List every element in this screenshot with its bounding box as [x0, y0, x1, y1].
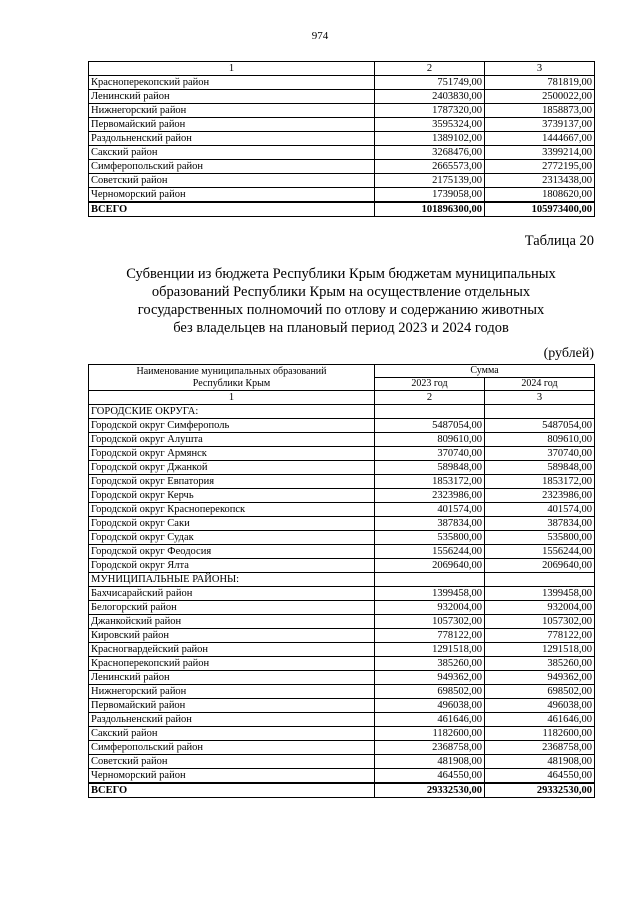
amount-cell: 1853172,00	[485, 475, 595, 489]
table-row	[89, 118, 595, 132]
total-row	[89, 202, 595, 217]
table-row	[89, 657, 595, 671]
table-row	[89, 447, 595, 461]
municipality-name: Симферопольский район	[89, 160, 375, 174]
section-row	[89, 573, 595, 587]
amount-cell: 1853172,00	[375, 475, 485, 489]
municipality-name: Городской округ Красноперекопск	[89, 503, 375, 517]
total-amount: 29332530,00	[485, 783, 595, 798]
title-line: государственных полномочий по отлову и содержанию животных	[137, 302, 545, 318]
total-amount: 105973400,00	[485, 202, 595, 217]
amount-cell: 809610,00	[485, 433, 595, 447]
table-label: Таблица 20	[524, 233, 594, 249]
amount-cell: 385260,00	[375, 657, 485, 671]
amount-cell: 1556244,00	[375, 545, 485, 559]
amount-cell: 464550,00	[375, 769, 485, 784]
amount-cell: 370740,00	[485, 447, 595, 461]
municipality-name: Городской округ Судак	[89, 531, 375, 545]
table-row	[89, 433, 595, 447]
amount-cell: 589848,00	[375, 461, 485, 475]
amount-cell: 809610,00	[375, 433, 485, 447]
municipality-name: Ленинский район	[89, 90, 375, 104]
title-line: Субвенции из бюджета Республики Крым бюджетам муниципальных	[126, 266, 556, 282]
table-row	[89, 699, 595, 713]
amount-cell: 461646,00	[375, 713, 485, 727]
municipality-name: Красногвардейский район	[89, 643, 375, 657]
table-continuation	[88, 61, 595, 217]
amount-cell: 496038,00	[375, 699, 485, 713]
table-row	[89, 615, 595, 629]
amount-cell: 1858873,00	[485, 104, 595, 118]
amount-cell: 698502,00	[375, 685, 485, 699]
municipality-name: Городской округ Саки	[89, 517, 375, 531]
amount-cell: 2323986,00	[375, 489, 485, 503]
title-line: без владельцев на плановый период 2023 и 2024 годов	[173, 320, 509, 336]
municipality-name: Черноморский район	[89, 188, 375, 203]
sum-header: Сумма	[375, 365, 595, 378]
section-label: ГОРОДСКИЕ ОКРУГА:	[89, 405, 375, 419]
amount-cell: 949362,00	[375, 671, 485, 685]
table-row	[89, 503, 595, 517]
municipality-name: Сакский район	[89, 727, 375, 741]
amount-cell: 1787320,00	[375, 104, 485, 118]
table-row	[89, 559, 595, 573]
amount-cell: 1291518,00	[485, 643, 595, 657]
municipality-name: Первомайский район	[89, 699, 375, 713]
amount-cell: 481908,00	[485, 755, 595, 769]
amount-cell: 778122,00	[375, 629, 485, 643]
table-row	[89, 174, 595, 188]
section-label: МУНИЦИПАЛЬНЫЕ РАЙОНЫ:	[89, 573, 375, 587]
table-row	[89, 545, 595, 559]
municipality-name: Нижнегорский район	[89, 104, 375, 118]
page-number: 974	[311, 30, 329, 42]
amount-cell: 5487054,00	[485, 419, 595, 433]
amount-cell: 3739137,00	[485, 118, 595, 132]
column-number: 3	[485, 62, 595, 76]
municipality-name: Белогорский район	[89, 601, 375, 615]
amount-cell: 5487054,00	[375, 419, 485, 433]
amount-cell: 2069640,00	[485, 559, 595, 573]
column-numbers-row	[89, 391, 595, 405]
amount-cell: 464550,00	[485, 769, 595, 784]
municipality-name: Советский район	[89, 755, 375, 769]
municipality-name: Сакский район	[89, 146, 375, 160]
amount-cell: 535800,00	[485, 531, 595, 545]
table-row	[89, 601, 595, 615]
amount-cell: 370740,00	[375, 447, 485, 461]
table-row	[89, 132, 595, 146]
table-row	[89, 461, 595, 475]
amount-cell: 1808620,00	[485, 188, 595, 203]
amount-cell: 481908,00	[375, 755, 485, 769]
municipality-name: Городской округ Феодосия	[89, 545, 375, 559]
empty-cell	[375, 405, 485, 419]
empty-cell	[485, 405, 595, 419]
municipality-name: Симферопольский район	[89, 741, 375, 755]
table-header-row	[89, 365, 595, 378]
municipality-name: Городской округ Симферополь	[89, 419, 375, 433]
amount-cell: 2368758,00	[375, 741, 485, 755]
table-row	[89, 671, 595, 685]
table-row	[89, 419, 595, 433]
amount-cell: 1182600,00	[375, 727, 485, 741]
table-row	[89, 76, 595, 90]
unit-label: (рублей)	[543, 346, 594, 361]
column-number: 3	[485, 391, 595, 405]
total-amount: 29332530,00	[375, 783, 485, 798]
table-row	[89, 629, 595, 643]
municipality-name: Ленинский район	[89, 671, 375, 685]
amount-cell: 2069640,00	[375, 559, 485, 573]
table-row	[89, 685, 595, 699]
year-2023-header: 2023 год	[375, 378, 485, 391]
amount-cell: 2313438,00	[485, 174, 595, 188]
total-label: ВСЕГО	[89, 202, 375, 217]
amount-cell: 401574,00	[375, 503, 485, 517]
total-row	[89, 783, 595, 798]
municipality-name: Бахчисарайский район	[89, 587, 375, 601]
municipality-name: Городской округ Алушта	[89, 433, 375, 447]
empty-cell	[375, 573, 485, 587]
table-row	[89, 531, 595, 545]
amount-cell: 932004,00	[485, 601, 595, 615]
table-row	[89, 104, 595, 118]
table-row	[89, 146, 595, 160]
municipality-name: Раздольненский район	[89, 132, 375, 146]
table-row	[89, 160, 595, 174]
amount-cell: 2403830,00	[375, 90, 485, 104]
amount-cell: 932004,00	[375, 601, 485, 615]
name-column-header: Наименование муниципальных образований Республики Крым	[89, 365, 375, 391]
municipality-name: Городской округ Ялта	[89, 559, 375, 573]
column-number: 1	[89, 62, 375, 76]
amount-cell: 387834,00	[375, 517, 485, 531]
amount-cell: 1182600,00	[485, 727, 595, 741]
municipality-name: Советский район	[89, 174, 375, 188]
table-row	[89, 769, 595, 784]
amount-cell: 2323986,00	[485, 489, 595, 503]
amount-cell: 949362,00	[485, 671, 595, 685]
table-row	[89, 90, 595, 104]
municipality-name: Раздольненский район	[89, 713, 375, 727]
municipality-name: Джанкойский район	[89, 615, 375, 629]
column-number: 1	[89, 391, 375, 405]
table-row	[89, 517, 595, 531]
table-row	[89, 713, 595, 727]
amount-cell: 2175139,00	[375, 174, 485, 188]
amount-cell: 778122,00	[485, 629, 595, 643]
municipality-name: Городской округ Джанкой	[89, 461, 375, 475]
amount-cell: 1057302,00	[485, 615, 595, 629]
municipality-name: Городской округ Евпатория	[89, 475, 375, 489]
amount-cell: 461646,00	[485, 713, 595, 727]
title-line: образований Республики Крым на осуществление отдельных	[151, 284, 531, 300]
municipality-name: Черноморский район	[89, 769, 375, 784]
amount-cell: 781819,00	[485, 76, 595, 90]
municipality-name: Кировский район	[89, 629, 375, 643]
municipality-name: Городской округ Армянск	[89, 447, 375, 461]
municipality-name: Красноперекопский район	[89, 76, 375, 90]
amount-cell: 1389102,00	[375, 132, 485, 146]
empty-cell	[485, 573, 595, 587]
amount-cell: 1399458,00	[485, 587, 595, 601]
municipality-name: Первомайский район	[89, 118, 375, 132]
column-number: 2	[375, 62, 485, 76]
amount-cell: 2500022,00	[485, 90, 595, 104]
municipality-name: Нижнегорский район	[89, 685, 375, 699]
amount-cell: 1556244,00	[485, 545, 595, 559]
document-title	[88, 265, 594, 337]
total-label: ВСЕГО	[89, 783, 375, 798]
municipality-name: Красноперекопский район	[89, 657, 375, 671]
table-row	[89, 475, 595, 489]
amount-cell: 2368758,00	[485, 741, 595, 755]
table-row	[89, 741, 595, 755]
municipality-name: Городской округ Керчь	[89, 489, 375, 503]
amount-cell: 751749,00	[375, 76, 485, 90]
table-row	[89, 489, 595, 503]
table-header-row	[89, 62, 595, 76]
amount-cell: 3268476,00	[375, 146, 485, 160]
subvention-table	[88, 364, 595, 798]
amount-cell: 2772195,00	[485, 160, 595, 174]
amount-cell: 401574,00	[485, 503, 595, 517]
amount-cell: 1399458,00	[375, 587, 485, 601]
table-row	[89, 188, 595, 203]
table-row	[89, 727, 595, 741]
amount-cell: 535800,00	[375, 531, 485, 545]
year-2024-header: 2024 год	[485, 378, 595, 391]
column-number: 2	[375, 391, 485, 405]
amount-cell: 496038,00	[485, 699, 595, 713]
amount-cell: 1444667,00	[485, 132, 595, 146]
amount-cell: 385260,00	[485, 657, 595, 671]
table-row	[89, 755, 595, 769]
amount-cell: 387834,00	[485, 517, 595, 531]
amount-cell: 3399214,00	[485, 146, 595, 160]
amount-cell: 2665573,00	[375, 160, 485, 174]
total-amount: 101896300,00	[375, 202, 485, 217]
amount-cell: 3595324,00	[375, 118, 485, 132]
amount-cell: 1057302,00	[375, 615, 485, 629]
amount-cell: 1739058,00	[375, 188, 485, 203]
amount-cell: 1291518,00	[375, 643, 485, 657]
section-row	[89, 405, 595, 419]
table-row	[89, 643, 595, 657]
amount-cell: 589848,00	[485, 461, 595, 475]
amount-cell: 698502,00	[485, 685, 595, 699]
table-row	[89, 587, 595, 601]
